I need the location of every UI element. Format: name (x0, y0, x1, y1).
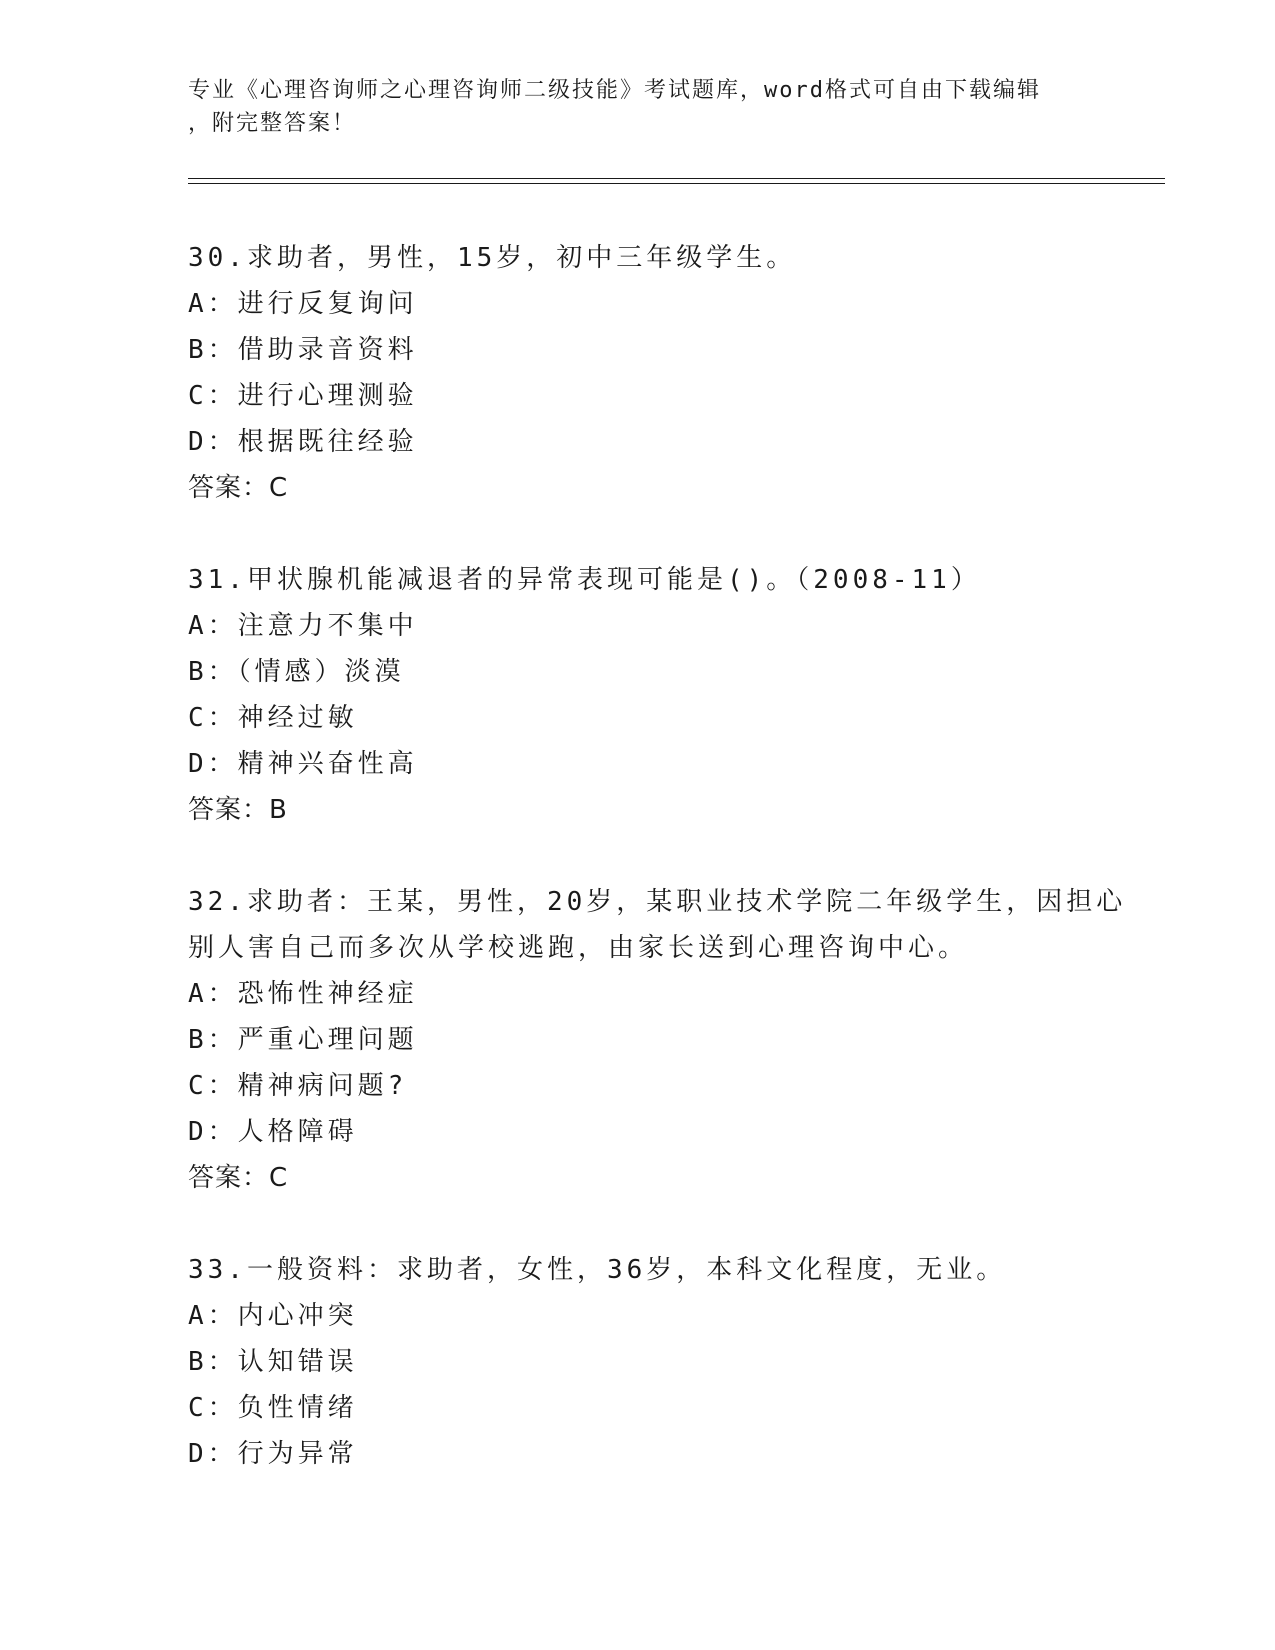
answer-line: 答案：C (188, 473, 289, 503)
option-c: C：神经过敏 (188, 703, 358, 733)
option-c: C：精神病问题? (188, 1071, 408, 1101)
question-stem-line-1: 32.求助者：王某，男性，20岁，某职业技术学院二年级学生，因担心 (188, 887, 1127, 917)
question-stem: 31.甲状腺机能减退者的异常表现可能是()。（2008-11） (188, 565, 981, 595)
option-b: B：严重心理问题 (188, 1025, 418, 1055)
question-32 (188, 879, 1148, 1201)
question-stem: 33.一般资料：求助者，女性，36岁，本科文化程度，无业。 (188, 1255, 1007, 1285)
option-a: A：进行反复询问 (188, 289, 418, 319)
option-d: D：根据既往经验 (188, 427, 418, 457)
option-b: B：认知错误 (188, 1347, 358, 1377)
option-d: D：人格障碍 (188, 1117, 358, 1147)
answer-line: 答案：B (188, 795, 288, 825)
option-d: D：行为异常 (188, 1439, 358, 1469)
option-d: D：精神兴奋性高 (188, 749, 418, 779)
option-a: A：恐怖性神经症 (188, 979, 418, 1009)
option-c: C：负性情绪 (188, 1393, 358, 1423)
header-line-2: ，附完整答案！ (188, 111, 357, 136)
option-b: B：借助录音资料 (188, 335, 418, 365)
option-a: A：注意力不集中 (188, 611, 418, 641)
header-line-1: 专业《心理咨询师之心理咨询师二级技能》考试题库，word格式可自由下载编辑 (188, 78, 1041, 103)
question-stem-line-2: 别人害自己而多次从学校逃跑，由家长送到心理咨询中心。 (188, 933, 969, 963)
answer-line: 答案：C (188, 1163, 289, 1193)
document-header (188, 74, 1088, 140)
question-31 (188, 557, 1148, 833)
option-a: A：内心冲突 (188, 1301, 358, 1331)
header-divider-top (188, 178, 1165, 179)
header-divider-bottom (188, 183, 1165, 184)
option-c: C：进行心理测验 (188, 381, 418, 411)
question-33 (188, 1247, 1148, 1477)
option-b: B：（情感）淡漠 (188, 657, 405, 687)
question-30 (188, 235, 1148, 511)
question-stem: 30.求助者，男性，15岁，初中三年级学生。 (188, 243, 797, 273)
